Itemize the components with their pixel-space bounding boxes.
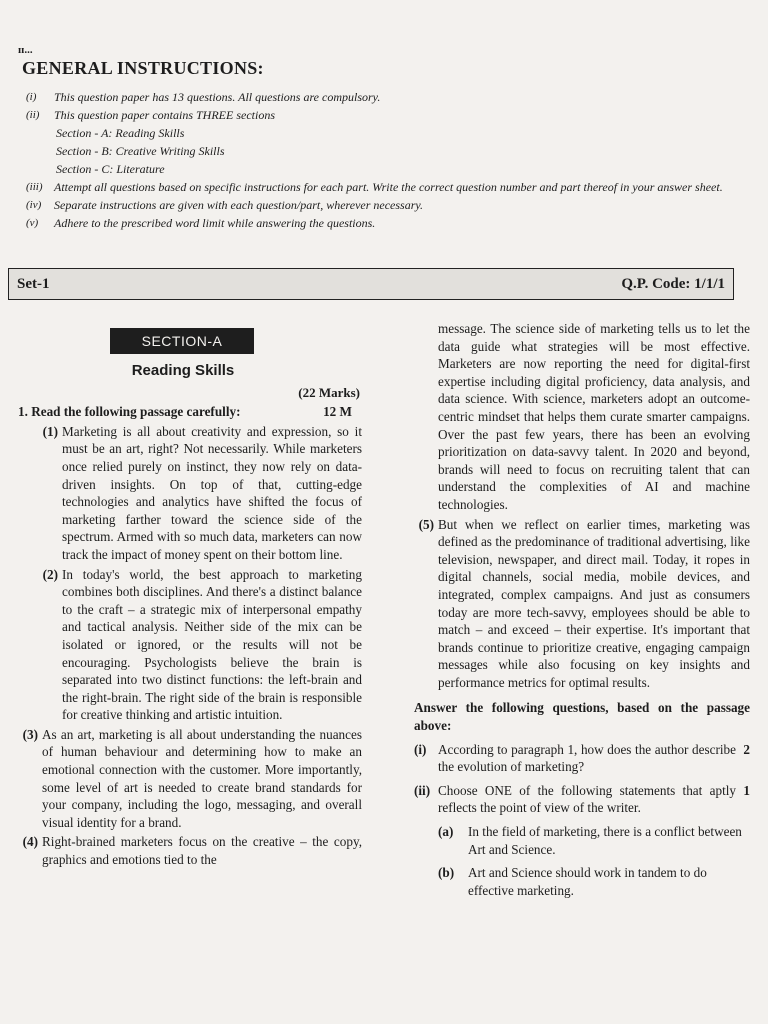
left-column bbox=[18, 328, 362, 869]
question-1-marks: 12 M bbox=[323, 404, 352, 420]
instruction-item: (iii) Attempt all questions based on specific instructions for each part. Write the correct question number and part thereof in your answer sheet. bbox=[26, 180, 723, 194]
section-a-heading: SECTION-A bbox=[110, 328, 254, 354]
section-marks: (22 Marks) bbox=[298, 384, 360, 400]
passage-paragraph: (4) Right-brained marketers focus on the creative – the copy, graphics and emotions tied to the bbox=[22, 834, 362, 868]
question-item: (ii) Choose ONE of the following statements that aptly reflects the point of view of the writer. 1 bbox=[414, 782, 750, 816]
question-marks: 2 bbox=[743, 741, 750, 757]
general-instructions-title: GENERAL INSTRUCTIONS: bbox=[22, 58, 264, 78]
instruction-item: (iv) Separate instructions are given with each question/part, wherever necessary. bbox=[26, 198, 424, 212]
qp-code: Q.P. Code: 1/1/1 bbox=[621, 275, 725, 292]
set-bar bbox=[8, 268, 734, 300]
instruction-item: (ii) This question paper contains THREE sections bbox=[26, 108, 275, 122]
passage-paragraph: (3) As an art, marketing is all about understanding the nuances of human behaviour and determining how to make an emotional connection with the customer. More importantly, some level of art is needed to create brand standards for your company, including the logo, messaging, and overall visual identity for a brand. bbox=[22, 726, 362, 830]
passage-paragraph-continued: message. The science side of marketing tells us to let the data guide what strategies will be most effective. Marketers are now reporting the need for digital-first expertise including digital proficiency, data analysis, and data science. With science, marketers adopt an outcome-centric mindset that helps them curate smarter campaigns. Over the past few years, there has been an evolving prioritization on data-savvy talent. In 2020 and beyond, brands will need to focus on recruiting talent that can understand the complexities of AI and machine technologies. bbox=[438, 321, 750, 512]
top-mark: ɪɪ... bbox=[18, 44, 33, 56]
questions-prompt: Answer the following questions, based on the passage above: bbox=[414, 700, 750, 734]
instructions-list bbox=[26, 88, 746, 232]
section-list-item: Section - A: Reading Skills bbox=[56, 126, 185, 140]
instruction-item: (v) Adhere to the prescribed word limit while answering the questions. bbox=[26, 216, 376, 230]
question-1-header: 1. Read the following passage carefully: 12 M bbox=[18, 404, 352, 420]
passage-paragraph: (1) Marketing is all about creativity and expression, so it must be an art, right? Not necessarily. While marketers once relied purely on instinct, they now rely on data-driven insights. On top of that, cutting-edge technologies and analytics have shifted the focus of marketing farther toward the science side of the spectrum. Armed with so much data, marketers can now track the impact of money spent on their bottom line. bbox=[42, 423, 362, 562]
passage-paragraph: (2) In today's world, the best approach to marketing combines both disciplines. And there's a distinct balance to the craft – a strategic mix of interpersonal empathy and tactical analysis. Neither side of the mix can be isolated or ignored, or the results will not be encouraging. Psychologists believe the brain is separated into two distinct functions: the left-brain and the right-brain. The right side of the brain is responsible for creative thinking and artistic intuition. bbox=[42, 566, 362, 723]
passage-paragraph: (5) But when we reflect on earlier times, marketing was defined as the predominance of traditional advertising, like television, newspaper, and direct mail. Today, it ropes in digital channels, social media, mobile devices, and integrated, complex campaigns. And just as consumers today are more tech-savvy, employees should be able to match – and exceed – their expertise. It's important that brands continue to prioritize creative, engaging campaign messages while also focusing on key insights and performance metrics for optimal results. bbox=[418, 516, 750, 690]
answer-option: (a) In the field of marketing, there is a conflict between Art and Science. bbox=[438, 824, 742, 857]
set-label: Set-1 bbox=[17, 275, 50, 292]
question-marks: 1 bbox=[743, 782, 750, 798]
instruction-item: (i) This question paper has 13 questions. All questions are compulsory. bbox=[26, 90, 381, 104]
question-item: (i) According to paragraph 1, how does the author describe the evolution of marketing? 2 bbox=[414, 741, 750, 775]
answer-option: (b) Art and Science should work in tandem to do effective marketing. bbox=[438, 865, 707, 898]
right-column bbox=[414, 318, 750, 899]
section-list-item: Section - C: Literature bbox=[56, 162, 165, 176]
section-list-item: Section - B: Creative Writing Skills bbox=[56, 144, 225, 158]
section-a-subheading: Reading Skills bbox=[131, 362, 235, 379]
